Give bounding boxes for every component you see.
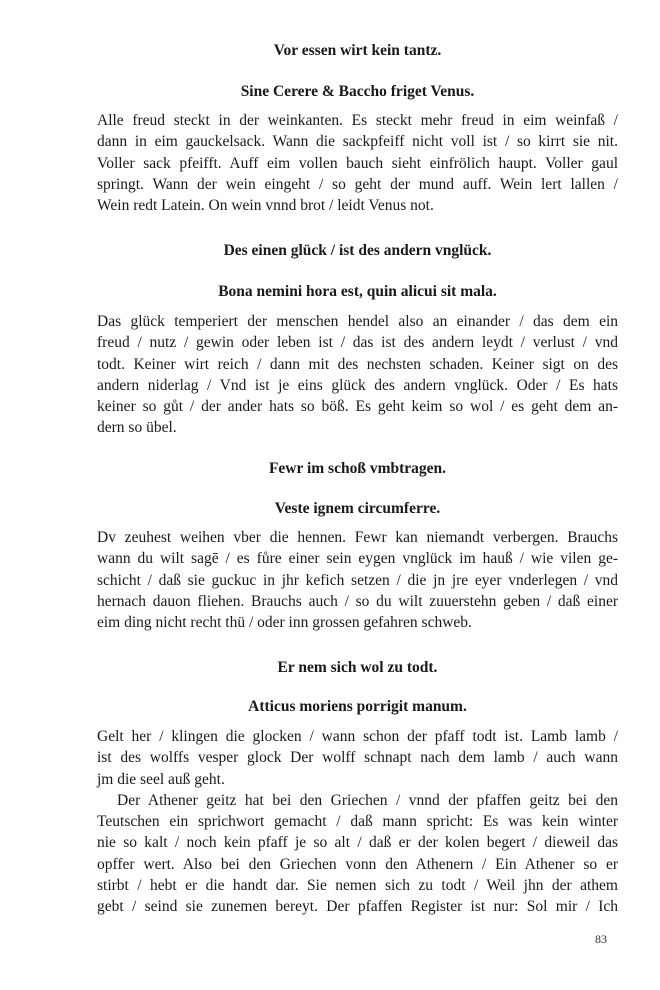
section-3-paragraph xyxy=(97,527,618,633)
text-line: Dv zeuhest weihen vber die hennen. Fewr kan niemandt verbergen. Brauchs xyxy=(97,529,618,546)
text-line: Alle freud steckt in der weinkanten. Es steckt mehr freud in eim weinfaß / xyxy=(97,112,618,129)
text-line: Der Athener geitz hat bei den Griechen / vnnd der pfaffen geitz bei den xyxy=(117,791,618,809)
text-line: springt. Wann der wein eingeht / so geht der mund auff. Wein lert lallen / xyxy=(97,175,618,193)
text-line: hernach dauon fliehen. Brauchs auch / so du wilt zuuerstehn geben / daß einer xyxy=(97,592,618,610)
text-line: Teutschen ein sprichwort gemacht / daß mann spricht: Es was kein winter xyxy=(97,813,618,831)
text-line: stirbt / hebt er die handt dar. Sie nemen sich zu todt / Weil jhn der athem xyxy=(97,877,618,895)
section-1-title-latin: Sine Cerere & Baccho friget Venus. xyxy=(240,83,475,100)
text-line: keiner so gůt / der ander hats so böß. Es geht keim so wol / es geht dem an- xyxy=(97,398,618,416)
section-2-paragraph xyxy=(97,311,618,439)
section-2-title-german: Des einen glück / ist des andern vnglück. xyxy=(223,242,492,259)
section-4-title-latin: Atticus moriens porrigit manum. xyxy=(248,698,467,715)
text-line: ist des wolffs vesper glock Der wolff schnapt nach dem lamb / auch wann xyxy=(97,749,618,767)
section-3-title-german: Fewr im schoß vmbtragen. xyxy=(268,460,447,477)
text-line: nie so kalt / noch kein pfaff je so alt / daß er der kolen begert / dieweil das xyxy=(97,834,618,852)
text-line: schicht / daß sie guckuc in jhr kefich setzen / die jn jre eyer vnderlegen / vnd xyxy=(97,571,618,589)
text-line: dann in eim gauckelsack. Wann die sackpfeiff nicht voll ist / so kirrt sie nit. xyxy=(97,133,618,151)
text-line: Voller sack pfeifft. Auff eim vollen bauch sieht einfrölich haupt. Voller gaul xyxy=(97,154,618,172)
section-1-title-german: Vor essen wirt kein tantz. xyxy=(273,42,442,59)
text-line: freud / nutz / gewin oder leben ist / das ist des andern leydt / verlust / vnd xyxy=(97,334,618,352)
text-line: wann du wilt sagē / es fůre einer sein eygen vnglück im hauß / wie vilen ge- xyxy=(97,550,618,568)
section-1-paragraph xyxy=(97,110,618,216)
text-line: Gelt her / klingen die glocken / wann schon der pfaff todt ist. Lamb lamb / xyxy=(97,728,618,745)
text-line: jm die seel auß geht. xyxy=(97,770,225,788)
section-3-title-latin: Veste ignem circumferre. xyxy=(274,500,441,517)
section-4-paragraph xyxy=(97,726,618,918)
page-number: 83 xyxy=(595,932,607,946)
text-line: Wein redt Latein. On wein vnnd brot / leidt Venus not. xyxy=(97,197,434,215)
section-4-title-german: Er nem sich wol zu todt. xyxy=(277,659,438,676)
text-line: todt. Keiner wirt reich / dann mit des nechsten schaden. Keiner sigt on des xyxy=(97,355,618,373)
text-line: gebt / seind sie zunemen bereyt. Der pfaffen Register ist nur: Sol mir / Ich xyxy=(97,898,618,916)
text-line: opffer wert. Also bei den Griechen vonn den Athenern / Ein Athener so er xyxy=(97,855,618,873)
section-2-title-latin: Bona nemini hora est, quin alicui sit mala. xyxy=(218,283,497,300)
text-line: eim ding nicht recht thü / oder inn grossen gefahren schweb. xyxy=(97,614,472,632)
text-line: andern niderlag / Vnd ist je eins glück des andern vnglück. Oder / Es hats xyxy=(97,376,618,394)
text-line: Das glück temperiert der menschen hendel also an einander / das dem ein xyxy=(97,313,618,330)
text-line: dern so übel. xyxy=(97,419,177,437)
